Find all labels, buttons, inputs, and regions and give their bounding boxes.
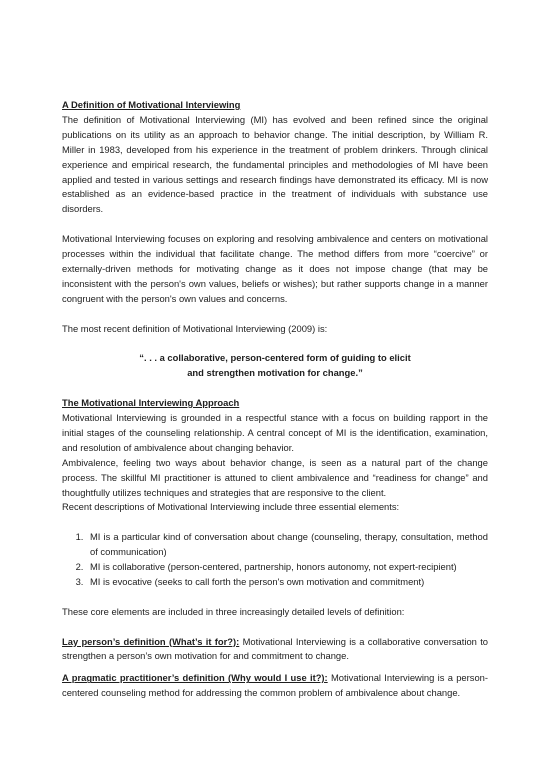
pragmatic-definition-text: Motivational Interviewing is a person-centered counseling method for addressing the common problem of ambivalence about change. — [62, 672, 489, 699]
definition-paragraph-2: Motivational Interviewing focuses on exploring and resolving ambivalence and centers on motivational processes within the individual that facilitate change. The method differs from more “coercive” or externally-driven methods for motivating change as it does not impose change (that may be inconsistent with the person's own values, beliefs or wishes); but rather supports change in a manner congruent with the person's own values and concerns. — [62, 233, 488, 304]
section-heading-definition: A Definition of Motivational Interviewing — [62, 99, 241, 110]
essential-elements-list — [62, 530, 488, 590]
approach-paragraph-1: Motivational Interviewing is grounded in a respectful stance with a focus on building rapport in the initial stages of the counseling relationship. A central concept of MI is the identification, examination, and resolution of ambivalence about changing behavior. — [62, 411, 488, 453]
section-heading-approach: The Motivational Interviewing Approach — [62, 397, 240, 409]
list-item: 1. MI is a particular kind of conversation about change (counseling, therapy, consultation, method of communication) — [86, 530, 488, 560]
approach-paragraph-4: These core elements are included in three increasingly detailed levels of definition: — [62, 605, 405, 617]
definition-quote-line-2: and strengthen motivation for change.” — [187, 367, 363, 379]
pragmatic-definition-paragraph — [62, 671, 488, 701]
lay-definition-label: Lay person’s definition (What’s it for?): — [62, 635, 240, 647]
lay-definition-text: Motivational Interviewing is a collaborative conversation to strengthen a person’s own motivation for and commitment to change. — [62, 635, 489, 662]
list-item: 3. MI is evocative (seeks to call forth the person's own motivation and commitment) — [86, 575, 488, 590]
pragmatic-definition-label: A pragmatic practitioner’s definition (Why would I use it?): — [62, 672, 328, 684]
definition-quote-line-1: “. . . a collaborative, person-centered form of guiding to elicit — [139, 352, 411, 364]
list-item: 2. MI is collaborative (person-centered, partnership, honors autonomy, not expert-recipient) — [86, 560, 488, 575]
approach-paragraph-2: Ambivalence, feeling two ways about behavior change, is seen as a natural part of the change process. The skillful MI practitioner is attuned to client ambivalence and “readiness for change” and thoughtfully utilizes techniques and strategies that are responsive to the client. — [62, 456, 488, 498]
definition-paragraph-1: The definition of Motivational Interviewing (MI) has evolved and been refined since the original publications on its utility as an approach to behavior change. The initial description, by William R. Miller in 1983, developed from his experience in the treatment of problem drinkers. Through clinical experience and empirical research, the fundamental principles and methodologies of MI have been applied and tested in various settings and research findings have demonstrated its efficacy. MI is now established as an evidence-based practice in the treatment of individuals with substance use disorders. — [62, 113, 488, 215]
lay-definition-paragraph — [62, 635, 488, 665]
approach-paragraph-3: Recent descriptions of Motivational Interviewing include three essential elements: — [62, 501, 400, 513]
definition-paragraph-3: The most recent definition of Motivational Interviewing (2009) is: — [62, 322, 328, 334]
